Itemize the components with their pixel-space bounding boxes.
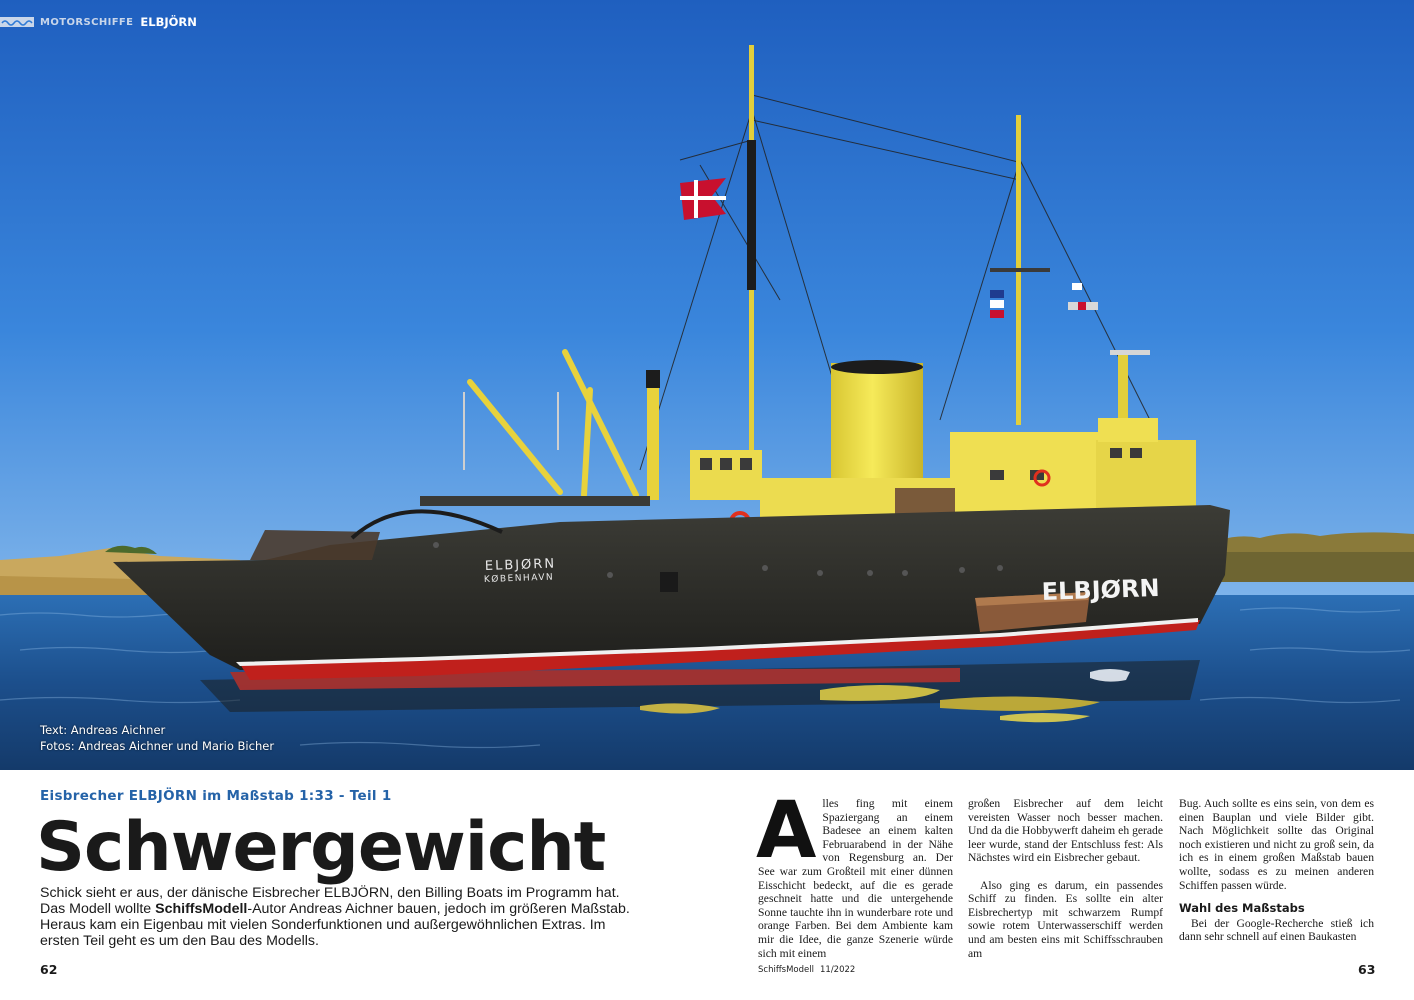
section-header xyxy=(0,14,197,30)
body-paragraph: lles fing mit einem Spaziergang an einem Badesee an einem kalten Februarabend in der Nähe von Regensburg an. Der See war zum Großteil mit einer dünnen Eisschicht bedeckt, auf die es gerade geschneit hatte und die untergehende Sonne tauchte ihn in wunderbare rote und orange Farben. Bei dem Ambiente kam mir die Idee, die ganze Szenerie würde sich mit einem xyxy=(758,797,953,960)
bow-name: ELBJØRN xyxy=(1041,573,1161,606)
section-label: MOTORSCHIFFE xyxy=(40,16,134,28)
photo-credits xyxy=(40,723,274,754)
wave-icon xyxy=(0,17,34,27)
credit-text: Text: Andreas Aichner xyxy=(40,723,166,737)
subheading: Wahl des Maßstabs xyxy=(1179,901,1305,916)
article-lead xyxy=(40,885,645,949)
magazine-name: SchiffsModell xyxy=(758,965,814,975)
danish-flag xyxy=(680,178,726,220)
lead-text-2: -Autor Andreas Aichner bauen, jedoch im größeren Maßstab. Heraus kam ein Eigenbau mit vielen Sonderfunktionen und außergewöhnlichen Extras. Im ersten Teil geht es um den Bau des Modells. xyxy=(40,901,630,949)
magazine-issue: 11/2022 xyxy=(820,965,856,975)
drop-cap: A xyxy=(756,786,817,876)
page-number-left: 62 xyxy=(40,962,58,977)
body-column-2 xyxy=(968,797,1163,960)
credit-photos: Fotos: Andreas Aichner und Mario Bicher xyxy=(40,738,275,753)
page-number-right: 63 xyxy=(1358,962,1376,977)
body-paragraph: großen Eisbrecher auf dem leicht vereisten Wasser noch besser machen. Und da die Hobbywerft daheim eh gerade leer wurde, stand der Entschluss fest: Als Nächstes wird ein Eisbrecher gebaut. xyxy=(968,797,1163,865)
stern-name: ELBJØRN xyxy=(484,556,557,574)
body-column-1 xyxy=(756,786,953,960)
stern-port: KØBENHAVN xyxy=(483,572,555,585)
funnel xyxy=(831,363,923,481)
article-kicker: Eisbrecher ELBJÖRN im Maßstab 1:33 - Teil 1 xyxy=(40,788,392,804)
body-paragraph: Bug. Auch sollte es eins sein, von dem es einen Bauplan und viele Bilder gibt. Nach Möglichkeit sollte das Original noch existieren und nicht zu groß sein, da ich es in einem großen Maßstab bauen wollte, sodass es zu meinen anderen Schiffen passen würde. xyxy=(1179,797,1374,892)
article-headline: Schwergewicht xyxy=(36,808,606,887)
section-title: ELBJÖRN xyxy=(140,15,197,29)
magazine-footer xyxy=(758,965,861,975)
body-column-3 xyxy=(1179,797,1374,944)
body-paragraph: Bei der Google-Recherche stieß ich dann sehr schnell auf einen Baukasten xyxy=(1179,916,1374,944)
lead-text-1: Schick sieht er aus, der dänische Eisbrecher ELBJÖRN, den Billing Boats im Programm hat. Das Modell wollte xyxy=(40,885,620,917)
lead-magazine-name: SchiffsModell xyxy=(155,901,248,917)
body-paragraph: Also ging es darum, ein passendes Schiff zu finden. Es sollte ein alter Eisbrechertyp mit schwarzem Rumpf sowie rotem Unterwasserschiff werden und am besten eins mit Schiffsschrauben am xyxy=(968,878,1163,960)
